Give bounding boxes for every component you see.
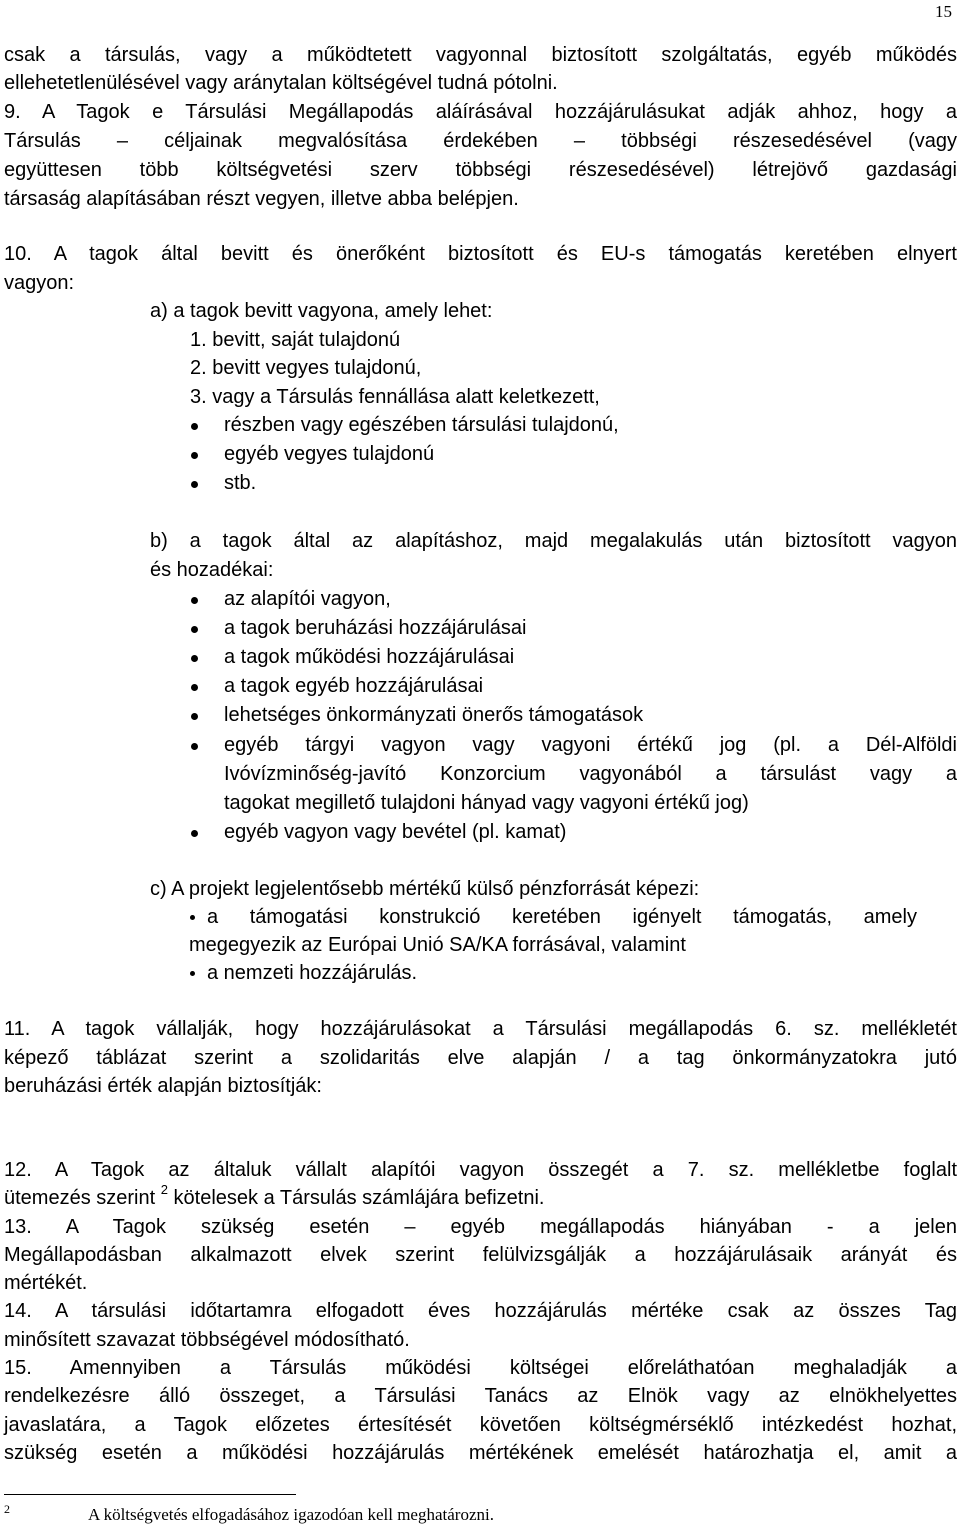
p11-line-1: 11. A tagok vállalják, hogy hozzájárulásokat a Társulási megállapodás 6. sz. mellékletét [4, 1018, 957, 1040]
section-b-title-1: b) a tagok által az alapításhoz, majd megalakulás után biztosított vagyon [150, 530, 957, 552]
p15-line-4: szükség esetén a működési hozzájárulás mértékének emelését határozhatja el, amit a [4, 1442, 957, 1464]
bullet-dot [191, 626, 198, 633]
p13-line-2: Megállapodásban alkalmazott elvek szerint felülvizsgálják a hozzájárulásaik arányát és [4, 1244, 957, 1266]
bullet-dot [191, 655, 198, 662]
footnote-reference: 2 [160, 1182, 168, 1198]
page-number: 15 [935, 2, 952, 21]
p12-text-before: ütemezés szerint [4, 1187, 161, 1209]
a-bullet-2: egyéb vegyes tulajdonú [224, 443, 435, 465]
bullet-dot [190, 915, 195, 920]
p12-text-after: kötelesek a Társulás számlájára befizetni. [167, 1187, 545, 1209]
a-bullet-1: részben vagy egészében társulási tulajdonú, [224, 414, 619, 436]
p13-line-1: 13. A Tagok szükség esetén – egyéb megállapodás hiányában - a jelen [4, 1216, 957, 1238]
p12-line-2 [4, 1182, 545, 1211]
a-bullet-3: stb. [224, 472, 257, 494]
p15-line-3: javaslatára, a Tagok előzetes értesítését követően költségmérséklő intézkedést hozhat, [4, 1414, 957, 1436]
intro-line-1: csak a társulás, vagy a működtetett vagyonnal biztosított szolgáltatás, egyéb működés [4, 44, 957, 66]
a-numbered-2: 2. bevitt vegyes tulajdonú, [190, 357, 422, 379]
c-bullet-1-line-1: a támogatási konstrukció keretében igényelt támogatás, amely [207, 906, 917, 928]
p11-line-2: képező táblázat szerint a szolidaritás elve alapján / a tag önkormányzatokra jutó [4, 1047, 957, 1069]
bullet-dot [190, 971, 195, 976]
footnote-separator [4, 1494, 296, 1495]
section-b-title-2: és hozadékai: [150, 559, 274, 581]
bullet-dot [191, 423, 198, 430]
a-numbered-3: 3. vagy a Társulás fennállása alatt keletkezett, [190, 386, 600, 408]
p14-line-2: minősített szavazat többségével módosítható. [4, 1329, 410, 1351]
b-bullet-6-line-2: Ivóvízminőség-javító Konzorcium vagyonából a társulást vagy a [224, 763, 957, 785]
intro-line-2: ellehetetlenülésével vagy aránytalan költségével tudná pótolni. [4, 72, 558, 94]
b-bullet-4: a tagok egyéb hozzájárulásai [224, 675, 484, 697]
bullet-dot [191, 684, 198, 691]
bullet-dot [191, 481, 198, 488]
b-bullet-2: a tagok beruházási hozzájárulásai [224, 617, 527, 639]
c-bullet-1-line-2: megegyezik az Európai Unió SA/KA forrásával, valamint [189, 934, 686, 956]
b-bullet-3: a tagok működési hozzájárulásai [224, 646, 515, 668]
b-bullet-6-line-3: tagokat megillető tulajdoni hányad vagy vagyoni értékű jog) [224, 792, 749, 814]
section-a-title: a) a tagok bevitt vagyona, amely lehet: [150, 300, 493, 322]
b-bullet-7: egyéb vagyon vagy bevétel (pl. kamat) [224, 821, 567, 843]
b-bullet-6-line-1: egyéb tárgyi vagyon vagy vagyoni értékű jog (pl. a Dél-Alföldi [224, 734, 957, 756]
bullet-dot [191, 743, 198, 750]
p15-line-1: 15. Amennyiben a Társulás működési költségei előreláthatóan meghaladják a [4, 1357, 957, 1379]
bullet-dot [191, 713, 198, 720]
p14-line-1: 14. A társulási időtartamra elfogadott éves hozzájárulás mértéke csak az összes Tag [4, 1300, 957, 1322]
a-numbered-1: 1. bevitt, saját tulajdonú [190, 329, 401, 351]
b-bullet-1: az alapítói vagyon, [224, 588, 391, 610]
p9-line-2: Társulás – céljainak megvalósítása érdekében – többségi részesedésével (vagy [4, 130, 957, 152]
p11-line-3: beruházási érték alapján biztosítják: [4, 1075, 322, 1097]
bullet-dot [191, 597, 198, 604]
footnote-text: A költségvetés elfogadásához igazodóan kell meghatározni. [88, 1505, 494, 1524]
bullet-dot [191, 452, 198, 459]
p13-line-3: mértékét. [4, 1272, 88, 1294]
p10-line-2: vagyon: [4, 272, 75, 294]
bullet-dot [191, 830, 198, 837]
p9-line-3: együttesen több költségvetési szerv többségi részesedésével) létrejövő gazdasági [4, 159, 957, 181]
p9-line-1: 9. A Tagok e Társulási Megállapodás aláírásával hozzájárulásukat adják ahhoz, hogy a [4, 101, 957, 123]
b-bullet-5: lehetséges önkormányzati önerős támogatások [224, 704, 644, 726]
section-c-title: c) A projekt legjelentősebb mértékű külső pénzforrását képezi: [150, 878, 700, 900]
p15-line-2: rendelkezésre álló összeget, a Társulási Tanács az Elnök vagy az elnökhelyettes [4, 1385, 957, 1407]
c-bullet-2: a nemzeti hozzájárulás. [207, 962, 418, 984]
footnote-mark: 2 [4, 1502, 10, 1516]
p9-line-4: társaság alapításában részt vegyen, illetve abba belépjen. [4, 188, 519, 210]
p10-line-1: 10. A tagok által bevitt és önerőként biztosított és EU-s támogatás keretében elnyert [4, 243, 957, 265]
p12-line-1: 12. A Tagok az általuk vállalt alapítói vagyon összegét a 7. sz. mellékletbe foglalt [4, 1159, 957, 1181]
